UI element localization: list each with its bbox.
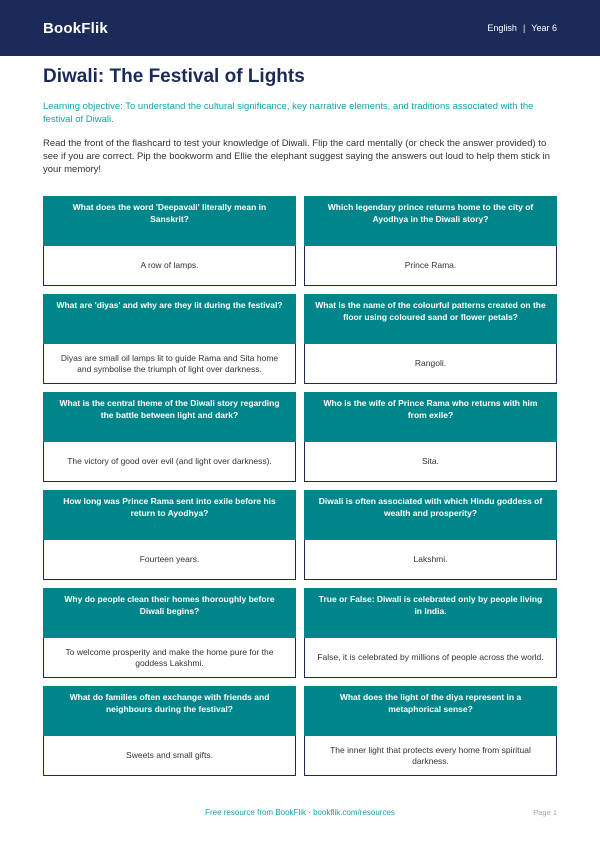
flashcard xyxy=(304,686,557,776)
flashcard-answer: Sita. xyxy=(304,442,557,482)
flashcard xyxy=(43,196,296,286)
flashcard xyxy=(43,490,296,580)
flashcard xyxy=(304,588,557,678)
flashcard-question: Diwali is often associated with which Hindu goddess of wealth and prosperity? xyxy=(304,490,557,540)
flashcard-answer: Rangoli. xyxy=(304,344,557,384)
flashcard-answer: Fourteen years. xyxy=(43,540,296,580)
flashcard xyxy=(43,686,296,776)
year-label: Year 6 xyxy=(531,23,557,33)
brand-logo: BookFlik xyxy=(43,19,108,37)
flashcard-question: Which legendary prince returns home to the city of Ayodhya in the Diwali story? xyxy=(304,196,557,246)
flashcard-answer: The inner light that protects every home from spiritual darkness. xyxy=(304,736,557,776)
flashcard-question: True or False: Diwali is celebrated only by people living in India. xyxy=(304,588,557,638)
flashcard-question: What do families often exchange with friends and neighbours during the festival? xyxy=(43,686,296,736)
flashcard xyxy=(304,490,557,580)
flashcard-answer: Diyas are small oil lamps lit to guide Rama and Sita home and symbolise the triumph of light over darkness. xyxy=(43,344,296,384)
flashcard-question: What are 'diyas' and why are they lit during the festival? xyxy=(43,294,296,344)
flashcard-question: What is the central theme of the Diwali story regarding the battle between light and dark? xyxy=(43,392,296,442)
flashcard-grid xyxy=(43,196,557,776)
flashcard xyxy=(43,588,296,678)
flashcard-answer: Sweets and small gifts. xyxy=(43,736,296,776)
meta-separator: | xyxy=(522,23,526,33)
flashcard-question: How long was Prince Rama sent into exile before his return to Ayodhya? xyxy=(43,490,296,540)
flashcard-answer: A row of lamps. xyxy=(43,246,296,286)
page-title: Diwali: The Festival of Lights xyxy=(43,66,305,87)
flashcard-answer: False, it is celebrated by millions of people across the world. xyxy=(304,638,557,678)
flashcard-answer: Lakshmi. xyxy=(304,540,557,580)
flashcard xyxy=(304,294,557,384)
page-number: Page 1 xyxy=(533,808,557,817)
flashcard xyxy=(304,392,557,482)
flashcard-question: Why do people clean their homes thoroughly before Diwali begins? xyxy=(43,588,296,638)
flashcard-answer: To welcome prosperity and make the home pure for the goddess Lakshmi. xyxy=(43,638,296,678)
header-meta xyxy=(487,23,557,33)
flashcard-question: Who is the wife of Prince Rama who returns with him from exile? xyxy=(304,392,557,442)
flashcard xyxy=(304,196,557,286)
flashcard xyxy=(43,294,296,384)
flashcard-question: What does the light of the diya represent in a metaphorical sense? xyxy=(304,686,557,736)
header-bar xyxy=(0,0,600,56)
intro-text: Read the front of the flashcard to test your knowledge of Diwali. Flip the card mentally (or check the answer provided) to see if you are correct. Pip the bookworm and Ellie the elephant suggest saying the answers out loud to help them stick in your memory! xyxy=(43,138,550,175)
flashcard-answer: Prince Rama. xyxy=(304,246,557,286)
language-label: English xyxy=(487,23,517,33)
footer-credit: Free resource from BookFlik · bookflik.com/resources xyxy=(205,808,395,817)
flashcard-question: What is the name of the colourful patterns created on the floor using coloured sand or flower petals? xyxy=(304,294,557,344)
flashcard-question: What does the word 'Deepavali' literally mean in Sanskrit? xyxy=(43,196,296,246)
flashcard-answer: The victory of good over evil (and light over darkness). xyxy=(43,442,296,482)
flashcard xyxy=(43,392,296,482)
learning-objective: Learning objective: To understand the cultural significance, key narrative elements, and traditions associated with the festival of Diwali. xyxy=(43,101,534,125)
